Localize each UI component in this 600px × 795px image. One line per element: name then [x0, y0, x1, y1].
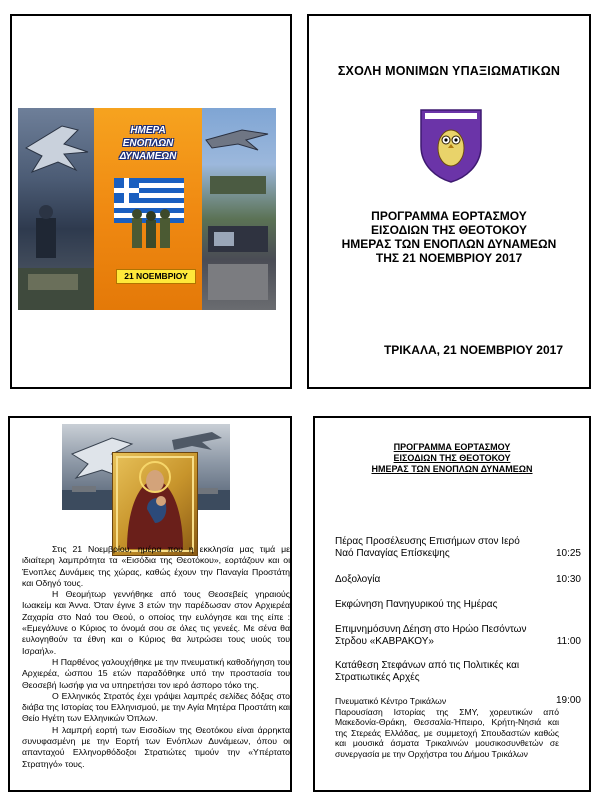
- schedule-page: [313, 416, 591, 792]
- schedule-item-time: 11:00: [556, 636, 581, 647]
- poster-left-collage: [18, 108, 94, 310]
- paragraph: Η Θεομήτωρ γεννήθηκε από τους Θεοσεβείς γηραιούς Ιωακείμ και Άννα. Όταν έγινε 3 ετών την παρέδωσαν στον Αρχιερέα Ζαχαρία στο Ναό του Θεού, ο οποίος την ευλόγησε και της είπε : «Εμεγάλυνε ο Κύριος το όνομά σου σε όλες τις γενεές. Με σένα θα ευλογηθούν τα έθνη και ο Κύριος θα λυτρώσει τους υιούς του Ισραήλ».: [22, 589, 290, 656]
- school-name: ΣΧΟΛΗ ΜΟΝΙΜΩΝ ΥΠΑΞΙΩΜΑΤΙΚΩΝ: [337, 64, 561, 78]
- evening-event: [335, 696, 581, 760]
- text-page: [8, 416, 292, 792]
- evening-venue: Πνευματικό Κέντρο Τρικάλων: [335, 696, 447, 706]
- owl-shield-emblem-icon: [417, 104, 485, 184]
- program-line: ΤΗΣ 21 ΝΟΕΜΒΡΙΟΥ 2017: [375, 251, 523, 265]
- schedule-heading-line: ΠΡΟΓΡΑΜΜΑ ΕΟΡΤΑΣΜΟΥ: [393, 442, 511, 452]
- schedule-item-time: 10:25: [555, 548, 581, 559]
- program-title: [309, 209, 589, 265]
- theotokos-icon: [112, 452, 198, 556]
- schedule-item-label: Κατάθεση Στεφάνων από τις Πολιτικές και Στρατιωτικές Αρχές: [335, 660, 520, 683]
- madonna-child-icon: [113, 453, 197, 555]
- schedule-heading-line: ΕΙΣΟΔΙΩΝ ΤΗΣ ΘΕΟΤΟΚΟΥ: [393, 453, 511, 463]
- cover-page: [10, 14, 292, 389]
- soldiers-icon: [132, 209, 170, 248]
- schedule-item: [335, 624, 581, 648]
- fighter-jet-icon: [18, 108, 94, 310]
- paragraph: Η λαμπρή εορτή των Εισοδίων της Θεοτόκου είναι άρρηκτα συνυφασμένη με την Εορτή των Ενόπλων Δυνάμεων, όπου οι απανταχού Ελληνορθόδοξοι Στρατιώτες τιμούν την «Υπέρτατο Στρατηγό» τους.: [22, 724, 290, 769]
- program-line: ΕΙΣΟΔΙΩΝ ΤΗΣ ΘΕΟΤΟΚΟΥ: [371, 223, 527, 237]
- feast-text: [22, 544, 290, 770]
- program-line: ΗΜΕΡΑΣ ΤΩΝ ΕΝΟΠΛΩΝ ΔΥΝΑΜΕΩΝ: [341, 237, 557, 251]
- schedule-item: [335, 660, 581, 684]
- place-date: ΤΡΙΚΑΛΑ, 21 ΝΟΕΜΒΡΙΟΥ 2017: [383, 343, 563, 357]
- armed-forces-day-poster: [18, 108, 276, 310]
- schedule-item-label: Πέρας Προσέλευσης Επισήμων στον Ιερό Ναό Παναγίας Επίσκεψης: [335, 536, 520, 559]
- poster-title-line2: ΕΝΟΠΛΩΝ ΔΥΝΑΜΕΩΝ: [119, 138, 177, 162]
- paragraph: Η Παρθένος γαλουχήθηκε με την πνευματική καθοδήγηση του Αρχιερέα, ώσπου 15 ετών παραδόθηκε υπό την προστασία του Θεοσεβή Ιωσήφ για να υπηρετήσει τον ιερό άσπορο τόκο της.: [22, 656, 290, 690]
- evening-description: Παρουσίαση Ιστορίας της ΣΜΥ, χορευτικών από Μακεδονία-Θράκη, Θεσσαλία-Ήπειρο, Κρήτη-Νησιά και της Στερεάς Ελλάδας, με συμμετοχή Σπουδαστών καθώς και μουσικά άσματα Τρικαλινών μουσικοσυνθετών σε συνεργασία με την Ορχήστρα του Δήμου Τρικάλων: [335, 706, 559, 759]
- schedule-item-label: Επιμνημόσυνη Δέηση στο Ηρώο Πεσόντων Στρδου «ΚΑΒΡΑΚΟΥ»: [335, 624, 527, 647]
- poster-right-collage: [202, 108, 276, 310]
- paragraph: Στις 21 Νοεμβρίου, ημέρα που η εκκλησία μας τιμά με ιδιαίτερη λαμπρότητα τα «Εισόδια της Θεοτόκου», εορτάζουν και οι Ένοπλες Δυνάμεις της χώρας, καθώς έχουν την Παναγία Προστάτη και Οδηγό τους.: [22, 544, 290, 588]
- paragraph: Ο Ελληνικός Στρατός έχει γράψει λαμπρές σελίδες δόξας στο διάβα της Ιστορίας του Ελληνισμού, με την Αγία Μητέρα Προστάτη και Θείο Ηγέτη των Ελληνικών Όπλων.: [22, 690, 290, 724]
- schedule-item: [335, 574, 581, 586]
- schedule-item-label: Εκφώνηση Πανηγυρικού της Ημέρας: [335, 599, 498, 610]
- schedule-item: [335, 599, 581, 611]
- schedule-heading: [315, 442, 589, 475]
- poster-title: [100, 124, 196, 163]
- schedule-item: [335, 536, 581, 560]
- poster-title-line1: ΗΜΕΡΑ: [130, 125, 166, 136]
- schedule-heading-line: ΗΜΕΡΑΣ ΤΩΝ ΕΝΟΠΛΩΝ ΔΥΝΑΜΕΩΝ: [371, 464, 533, 474]
- schedule-item-label: Δοξολογία: [335, 574, 381, 585]
- schedule-item-time: 10:30: [555, 574, 581, 585]
- aircraft-icon: [202, 108, 276, 310]
- poster-date: 21 ΝΟΕΜΒΡΙΟΥ: [116, 269, 196, 284]
- evening-time: 19:00: [555, 695, 581, 706]
- title-page: [307, 14, 591, 389]
- program-line: ΠΡΟΓΡΑΜΜΑ ΕΟΡΤΑΣΜΟΥ: [371, 209, 527, 223]
